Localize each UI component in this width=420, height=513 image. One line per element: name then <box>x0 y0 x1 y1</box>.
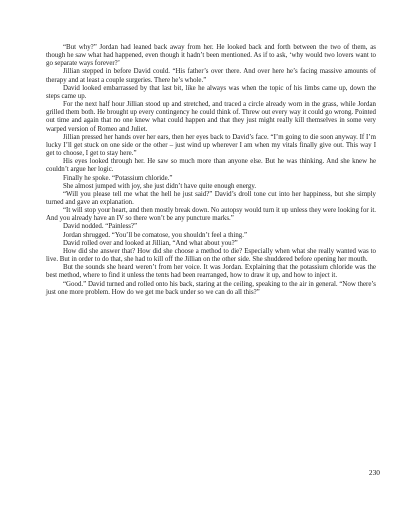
paragraph: Jordan shrugged. “You’ll be comatose, you shouldn’t feel a thing.” <box>63 231 248 239</box>
paragraph: David nodded. “Painless?” <box>63 223 138 231</box>
paragraph: For the next half hour Jillian stood up and stretched, and traced a circle already worn in the grass, while Jordan grilled them both. He brought up every contingency he could think of. Threw out every way it could go wrong. Pointed out time and again that no one knew what could happen and that they just might really kill themselves in some very warped version of Romeo and Juliet. <box>46 101 376 133</box>
page-number: 230 <box>368 468 380 477</box>
paragraph: “Will you please tell me what the hell he just said?” David’s droll tone cut into her happiness, but she simply turned and gave an explanation. <box>46 190 376 206</box>
paragraph: But the sounds she heard weren’t from her voice. It was Jordan. Explaining that the potassium chloride was the best method, where to find it unless the tents had been rearranged, how to draw it up, and how to inject it. <box>46 264 376 280</box>
paragraph: “It will stop your heart, and then mostly break down. No autopsy would turn it up unless they were looking for it. And you already have an IV so there won’t be any puncture marks.” <box>46 207 376 223</box>
paragraph: Jillian stepped in before David could. “His father’s over there. And over here he’s facing massive amounts of therapy and at least a couple surgeries. There he’s whole.” <box>46 68 376 84</box>
paragraph: Jillian pressed her hands over her ears, then her eyes back to David’s face. “I’m going to die soon anyway. If I’m lucky I’ll get stuck on one side or the other – just wind up wherever I am when my vitals finally give out. This way I get to choose, I get to stay here.” <box>46 133 376 158</box>
page-body <box>46 44 376 297</box>
paragraph: His eyes looked through her. He saw so much more than anyone else. But he was thinking. And she knew he couldn’t argue her logic. <box>46 158 376 174</box>
paragraph: She almost jumped with joy, she just didn’t have quite enough energy. <box>63 182 257 190</box>
paragraph: David looked embarrassed by that last bit, like he always was when the topic of his limbs came up, down the steps came up. <box>46 84 376 100</box>
paragraph: “Good.” David turned and rolled onto his back, staring at the ceiling, speaking to the air in general. “Now there’s just one more problem. How do we get me back under so we can do all this?” <box>46 280 376 296</box>
paragraph: “But why?” Jordan had leaned back away from her. He looked back and forth between the two of them, as though he saw what had happened, even though it hadn’t been mentioned. As if to ask, ‘why would two lovers want to go separate ways forever?’ <box>46 44 376 68</box>
paragraph: David rolled over and looked at Jillian, “And what about you?” <box>63 239 238 247</box>
paragraph: How did she answer that? How did she choose a method to die? Especially when what she really wanted was to live. But in order to do that, she had to kill off the Jillian on the other side. She shuddered before opening her mouth. <box>46 247 376 264</box>
paragraph: Finally he spoke. “Potassium chloride.” <box>63 174 173 182</box>
